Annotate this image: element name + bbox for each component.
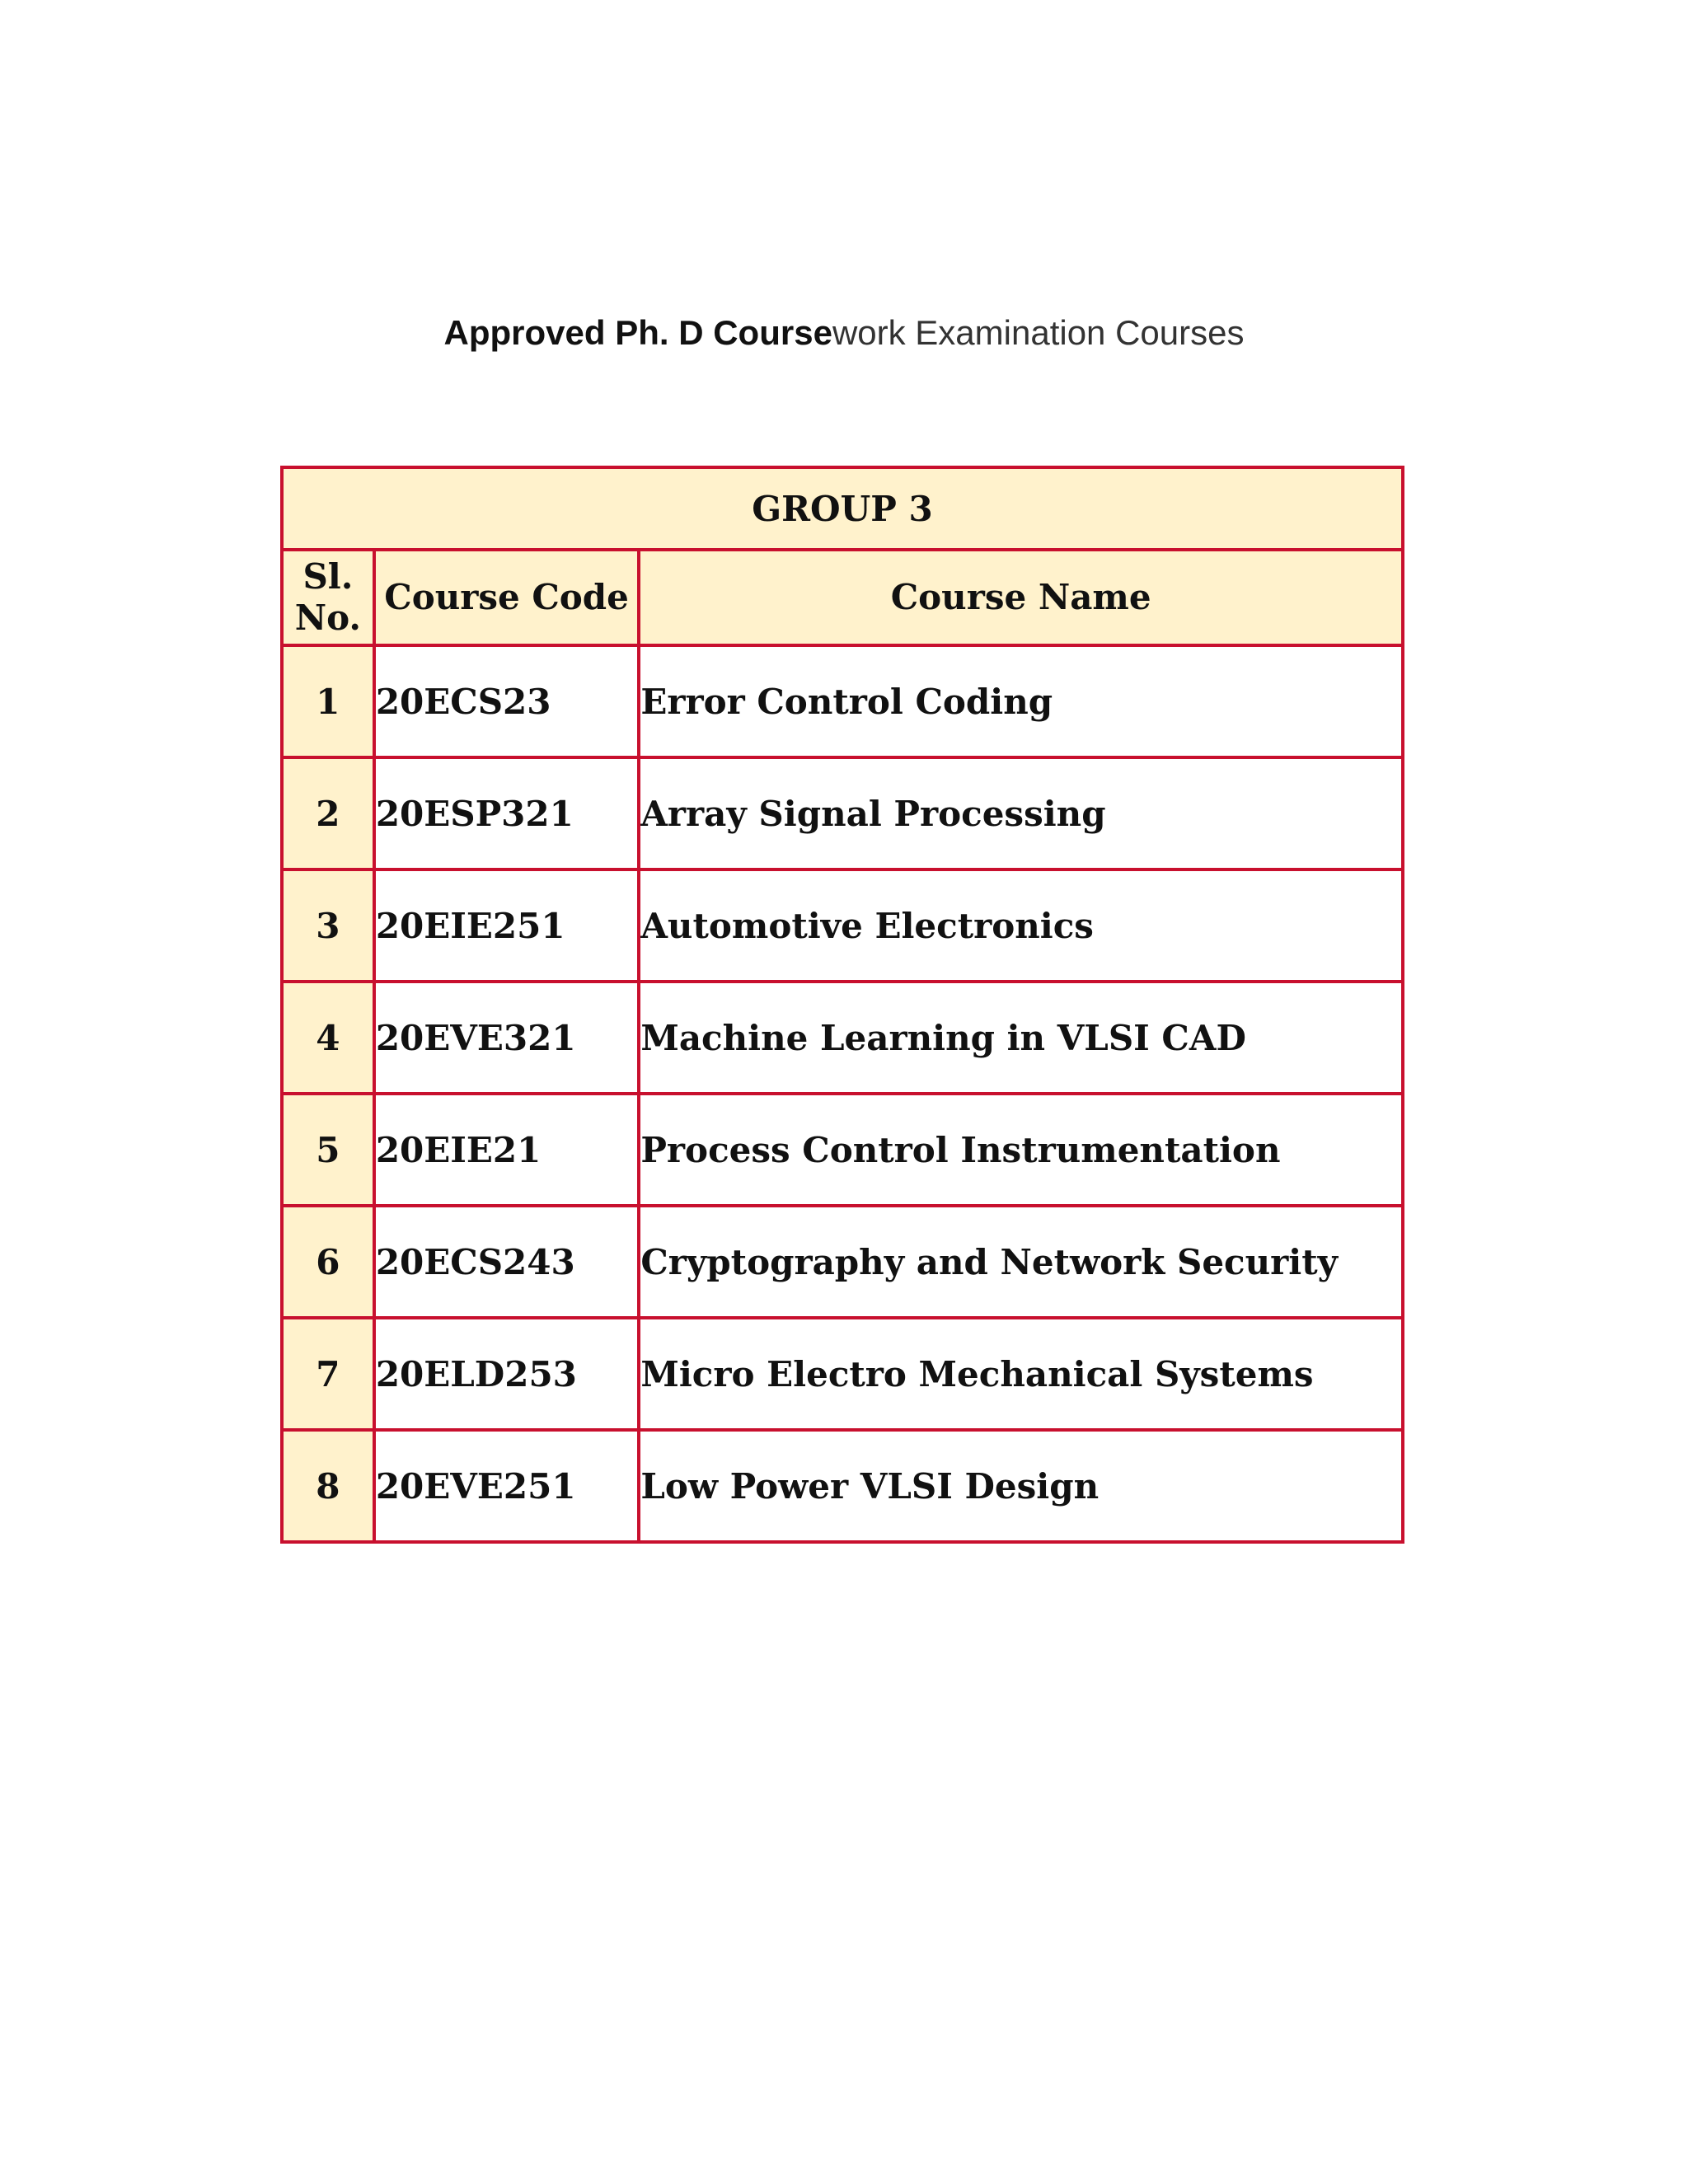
table-row	[282, 869, 1403, 982]
cell-sl-no: 4	[282, 982, 374, 1094]
cell-course-code: 20EVE251	[374, 1430, 640, 1542]
cell-course-code: 20ELD253	[374, 1318, 640, 1430]
cell-sl-no: 8	[282, 1430, 374, 1542]
cell-sl-no: 1	[282, 645, 374, 757]
cell-sl-no: 5	[282, 1094, 374, 1206]
cell-sl-no: 3	[282, 869, 374, 982]
table-row	[282, 982, 1403, 1094]
courses-table	[280, 466, 1404, 1544]
page-title-light: work Examination Courses	[832, 313, 1245, 352]
table-row	[282, 757, 1403, 869]
table-row	[282, 1206, 1403, 1318]
table-row	[282, 1318, 1403, 1430]
column-header-row	[282, 550, 1403, 645]
header-course-code: Course Code	[374, 550, 640, 645]
page-title	[0, 313, 1688, 353]
cell-sl-no: 6	[282, 1206, 374, 1318]
cell-course-code: 20EIE21	[374, 1094, 640, 1206]
cell-course-code: 20ESP321	[374, 757, 640, 869]
cell-sl-no: 7	[282, 1318, 374, 1430]
page-title-bold: Approved Ph. D Course	[443, 313, 832, 352]
table-row	[282, 1094, 1403, 1206]
header-sl-no: Sl. No.	[282, 550, 374, 645]
header-course-name: Course Name	[639, 550, 1403, 645]
cell-course-name: Low Power VLSI Design	[639, 1430, 1403, 1542]
cell-sl-no: 2	[282, 757, 374, 869]
cell-course-name: Process Control Instrumentation	[639, 1094, 1403, 1206]
cell-course-name: Micro Electro Mechanical Systems	[639, 1318, 1403, 1430]
cell-course-name: Cryptography and Network Security	[639, 1206, 1403, 1318]
cell-course-name: Array Signal Processing	[639, 757, 1403, 869]
group-label: GROUP 3	[282, 467, 1403, 550]
cell-course-name: Automotive Electronics	[639, 869, 1403, 982]
cell-course-code: 20EIE251	[374, 869, 640, 982]
cell-course-code: 20ECS243	[374, 1206, 640, 1318]
group-header-row	[282, 467, 1403, 550]
cell-course-code: 20ECS23	[374, 645, 640, 757]
cell-course-name: Error Control Coding	[639, 645, 1403, 757]
cell-course-name: Machine Learning in VLSI CAD	[639, 982, 1403, 1094]
table-row	[282, 1430, 1403, 1542]
cell-course-code: 20EVE321	[374, 982, 640, 1094]
table-row	[282, 645, 1403, 757]
